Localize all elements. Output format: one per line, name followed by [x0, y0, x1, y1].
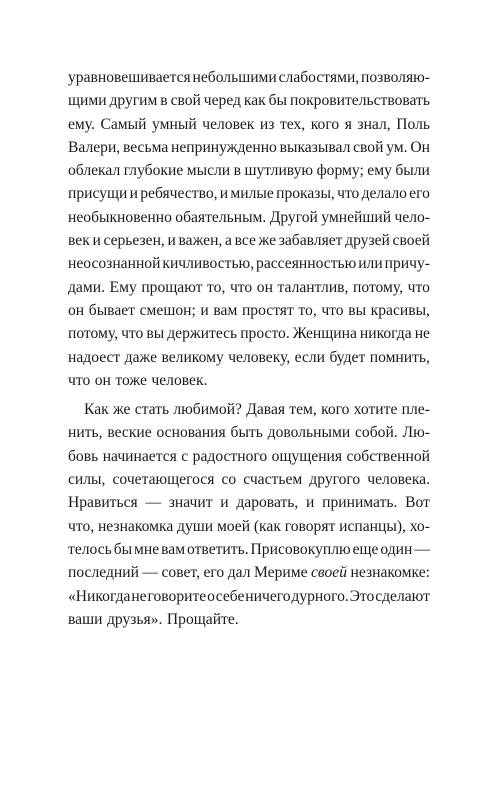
text-line: «Никогда не говорите о себе ничего дурного. Это сделают [68, 587, 430, 605]
text-line: потому, что вы держитесь просто. Женщина никогда не [68, 325, 430, 343]
paragraph [68, 398, 430, 631]
text-line: неосознанной кичливостью, рассеянностью или причу- [68, 255, 430, 273]
text-line: необыкновенно обаятельным. Другой умнейший чело- [68, 208, 430, 226]
text-line: Нравиться — значит и даровать, и принимать. Вот [68, 494, 430, 512]
text-line: ваши друзья». Прощайте. [68, 610, 239, 628]
text-line: присущи и ребячество, и милые проказы, что делало его [68, 185, 430, 203]
text-line: щими другим в свой черед как бы покровительствовать [68, 92, 430, 110]
text-line: уравновешивается небольшими слабостями, позволяю- [68, 69, 430, 86]
text-line: последний — совет, его дал Мериме своей незнакомке: [68, 564, 430, 582]
text-line: что он тоже человек. [68, 371, 208, 389]
text-line: облекал глубокие мысли в шутливую форму; ему были [68, 162, 430, 180]
paragraph [68, 66, 430, 392]
text-line: что, незнакомка души моей (как говорят испанцы), хо- [68, 517, 430, 535]
text-line: Как же стать любимой? Давая тем, кого хотите пле- [84, 401, 430, 419]
text-line: дами. Ему прощают то, что он талантлив, потому, что [68, 278, 430, 296]
text-line: телось бы мне вам ответить. Присовокуплю еще один — [68, 540, 430, 558]
text-line: надоест даже великому человеку, если будет помнить, [68, 348, 430, 366]
text-line: бовь начинается с радостного ощущения собственной [68, 447, 430, 465]
text-line: силы, сочетающегося со счастьем другого человека. [68, 471, 430, 489]
text-line: Валери, весьма непринужденно выказывал свой ум. Он [68, 138, 430, 156]
text-line: он бывает смешон; и вам простят то, что вы красивы, [68, 301, 430, 319]
text-line: век и серьезен, и важен, а все же забавляет друзей своей [68, 232, 430, 250]
text-line: ему. Самый умный человек из тех, кого я знал, Поль [68, 115, 430, 133]
text-line: нить, веские основания быть довольными собой. Лю- [68, 424, 430, 442]
body-text [68, 66, 430, 631]
